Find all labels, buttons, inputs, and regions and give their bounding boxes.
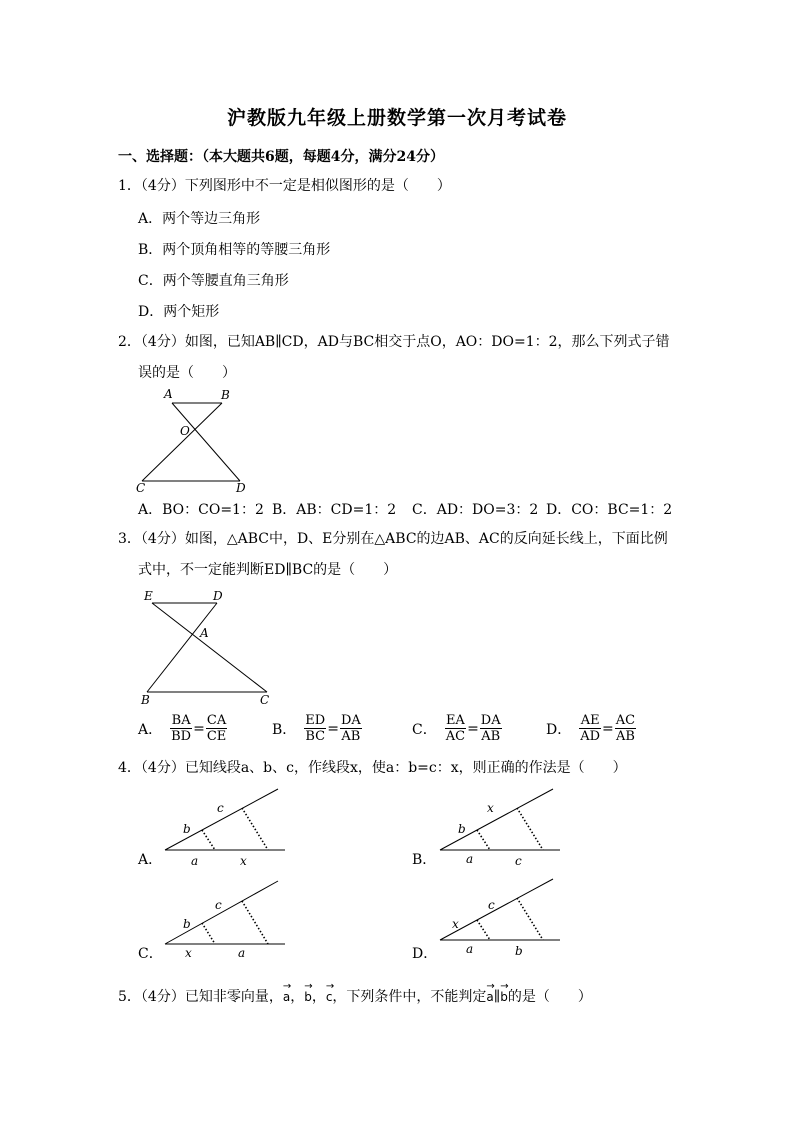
parallel-line-1 — [477, 830, 490, 850]
question-2-option-d[interactable]: D．CO：BC=1：2 — [546, 502, 673, 518]
segment-label: b — [458, 822, 466, 836]
question-2-option-c[interactable]: C．AD：DO=3：2 — [412, 502, 539, 518]
equals-sign: = — [327, 720, 339, 737]
question-3-option-d[interactable] — [546, 713, 636, 744]
segment-label: c — [515, 854, 522, 868]
parallel-line-1 — [202, 830, 215, 850]
vector-letter: a — [282, 990, 291, 1004]
point-label-d: D — [236, 481, 246, 495]
fraction-left — [445, 713, 466, 744]
separator: ， — [311, 989, 326, 1005]
parallel-line-1 — [202, 923, 215, 944]
segment-ec — [152, 603, 267, 692]
vector-a — [283, 982, 290, 1006]
equals-sign: = — [467, 720, 479, 737]
stem-text: ，下列条件中，不能判定 — [332, 989, 487, 1005]
vector-arrow-icon: → — [500, 981, 509, 992]
numerator: DA — [480, 713, 501, 728]
vector-b — [500, 982, 508, 1006]
segment-label: x — [185, 946, 192, 960]
parallel-line-2 — [242, 901, 268, 944]
question-3-option-c[interactable] — [412, 713, 502, 744]
denominator: AB — [341, 729, 361, 744]
fraction-left — [304, 713, 326, 744]
stem-text: 5．（4分）已知非零向量， — [118, 989, 283, 1005]
denominator: BC — [305, 729, 326, 744]
option-label: A． — [138, 721, 163, 738]
segment-db — [147, 603, 217, 692]
numerator: EA — [445, 713, 465, 728]
question-3-stem-line-2: 式中，不一定能判断ED∥BC的是（ ） — [138, 562, 398, 578]
segment-label: b — [515, 944, 523, 958]
vector-arrow-icon: → — [325, 981, 335, 992]
segment-label: c — [488, 898, 495, 912]
vector-letter: b — [500, 990, 508, 1004]
segment-label: a — [191, 854, 199, 868]
question-2-option-b[interactable]: B．AB：CD=1：2 — [272, 502, 397, 518]
question-3-figure — [135, 585, 285, 710]
question-4-option-c-figure[interactable] — [160, 878, 290, 963]
fraction-left — [579, 713, 601, 744]
question-4-option-b-label[interactable]: B． — [412, 852, 437, 868]
fraction-right — [206, 713, 227, 744]
vector-letter: b — [304, 990, 312, 1004]
separator: ， — [290, 989, 305, 1005]
segment-label: c — [215, 898, 222, 912]
point-label-d: D — [213, 589, 223, 603]
option-label: C． — [412, 721, 437, 738]
numerator: BA — [171, 713, 191, 728]
question-2-stem-line-1: 2．（4分）如图，已知AB∥CD，AD与BC相交于点O，AO：DO=1：2，那么下列式子错 — [118, 334, 670, 350]
vector-letter: c — [325, 990, 333, 1004]
ray-line — [165, 881, 278, 944]
segment-label: b — [183, 917, 191, 931]
stem-text: 的是（ ） — [507, 989, 592, 1005]
denominator: AD — [580, 729, 601, 744]
parallel-symbol: ∥ — [493, 989, 501, 1005]
segment-label: b — [183, 822, 191, 836]
denominator: AB — [481, 729, 501, 744]
parallel-line-2 — [242, 808, 268, 850]
ray-line — [165, 789, 278, 850]
question-4-option-d-label[interactable]: D． — [412, 946, 438, 962]
question-1-option-a[interactable]: A．两个等边三角形 — [138, 211, 261, 227]
numerator: DA — [340, 713, 361, 728]
question-4-option-c-label[interactable]: C． — [138, 946, 163, 962]
question-1-option-b[interactable]: B．两个顶角相等的等腰三角形 — [138, 242, 331, 258]
equals-sign: = — [193, 720, 205, 737]
question-1-stem: 1．（4分）下列图形中不一定是相似图形的是（ ） — [118, 178, 451, 194]
numerator: AE — [580, 713, 600, 728]
equals-sign: = — [602, 720, 614, 737]
section-heading: 一、选择题：（本大题共6题，每题4分，满分24分） — [118, 149, 444, 165]
segment-label: x — [487, 801, 494, 815]
point-label-a: A — [200, 626, 209, 640]
question-1-option-c[interactable]: C．两个等腰直角三角形 — [138, 273, 289, 289]
segment-label: a — [466, 852, 474, 866]
option-label: D． — [546, 721, 572, 738]
vector-letter: a — [486, 990, 494, 1004]
question-2-option-a[interactable]: A．BO：CO=1：2 — [138, 502, 264, 518]
segment-label: a — [466, 942, 474, 956]
vector-arrow-icon: → — [282, 981, 292, 992]
question-1-option-d[interactable]: D．两个矩形 — [138, 304, 220, 320]
denominator: AB — [615, 729, 635, 744]
point-label-b: B — [141, 693, 150, 707]
point-label-a: A — [164, 387, 173, 401]
numerator: ED — [305, 713, 326, 728]
question-3-option-a[interactable] — [138, 713, 227, 744]
question-3-option-b[interactable] — [272, 713, 362, 744]
vector-a — [486, 982, 493, 1006]
vector-b — [304, 982, 312, 1006]
question-2-stem-line-2: 误的是（ ） — [138, 365, 236, 381]
numerator: CA — [206, 713, 227, 728]
question-4-option-b-figure[interactable] — [435, 784, 565, 869]
point-label-o: O — [180, 424, 190, 438]
point-label-c: C — [136, 481, 146, 495]
segment-label: a — [238, 946, 246, 960]
option-label: B． — [272, 721, 297, 738]
question-4-option-a-label[interactable]: A． — [138, 852, 163, 868]
point-label-c: C — [260, 693, 270, 707]
denominator: CE — [206, 729, 227, 744]
segment-label: x — [452, 917, 459, 931]
fraction-left — [170, 713, 192, 744]
ray-line — [440, 789, 553, 850]
numerator: AC — [615, 713, 636, 728]
vector-c — [326, 982, 333, 1006]
parallel-line-2 — [517, 898, 543, 940]
question-5-stem — [118, 982, 592, 1006]
question-4-option-d-figure[interactable] — [435, 878, 565, 963]
segment-label: c — [217, 801, 224, 815]
question-4-stem: 4．（4分）已知线段a、b、c，作线段x，使a：b=c：x，则正确的作法是（ ） — [118, 760, 627, 776]
point-label-b: B — [221, 388, 230, 402]
point-label-e: E — [144, 589, 153, 603]
vector-arrow-icon: → — [304, 981, 313, 992]
fraction-right — [340, 713, 362, 744]
fraction-right — [480, 713, 502, 744]
parallel-line-2 — [517, 808, 543, 850]
question-4-option-a-figure[interactable] — [160, 784, 290, 869]
page-title: 沪教版九年级上册数学第一次月考试卷 — [226, 107, 567, 129]
denominator: AC — [445, 729, 466, 744]
question-2-figure — [130, 383, 260, 498]
question-3-stem-line-1: 3．（4分）如图，△ABC中，D、E分别在△ABC的边AB、AC的反向延长线上，下面比例 — [118, 531, 668, 547]
parallel-line-1 — [477, 920, 490, 940]
segment-label: x — [240, 854, 247, 868]
denominator: BD — [171, 729, 192, 744]
vector-arrow-icon: → — [486, 981, 495, 992]
fraction-right — [615, 713, 636, 744]
